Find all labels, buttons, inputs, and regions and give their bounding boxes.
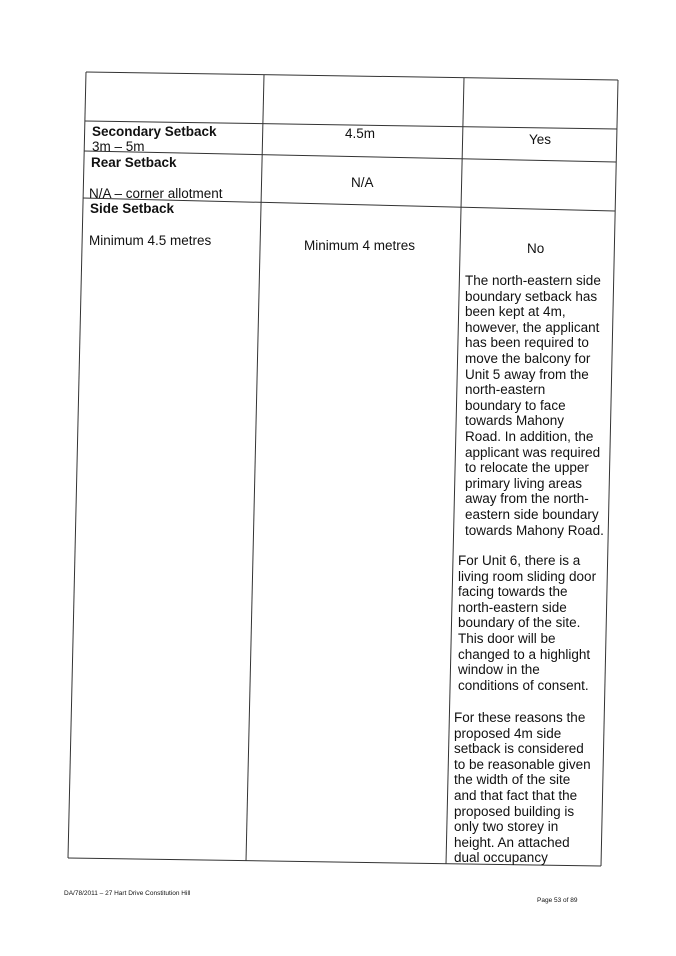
side-setback-comment-3: For these reasons the proposed 4m side setback is considered to be reasonable given the width of the site and that fact that the proposed building is only two storey in height. An attached dual occupancy [454, 710, 591, 866]
side-setback-comment-2: For Unit 6, there is a living room sliding door facing towards the north-eastern side boundary of the site. This door will be changed to a highlight window in the conditions of consent. [458, 553, 597, 693]
side-setback-control: Minimum 4.5 metres [89, 233, 212, 248]
side-setback-complies: No [527, 241, 545, 256]
secondary-setback-proposed: 4.5m [345, 126, 376, 141]
rear-setback-control: N/A – corner allotment [89, 186, 223, 201]
footer-page-number: Page 53 of 89 [537, 897, 578, 904]
side-setback-heading: Side Setback [90, 201, 175, 216]
side-setback-comment-1: The north-eastern side boundary setback has been kept at 4m, however, the applicant has been required to move the balcony for Unit 5 away from the north-eastern boundary to face towards Mahony Road. In addition, the applicant was required to relocate the upper primary living areas away from the north- eastern side boundary towards Mahony Road. [465, 273, 604, 538]
side-setback-proposed: Minimum 4 metres [304, 238, 416, 253]
secondary-setback-control: 3m – 5m [92, 139, 145, 154]
secondary-setback-heading: Secondary Setback [92, 124, 217, 139]
rear-setback-heading: Rear Setback [91, 155, 177, 170]
footer-document-ref: DA/78/2011 – 27 Hart Drive Constitution Hill [64, 890, 191, 897]
rear-setback-proposed: N/A [351, 175, 374, 190]
secondary-setback-complies: Yes [529, 132, 552, 147]
